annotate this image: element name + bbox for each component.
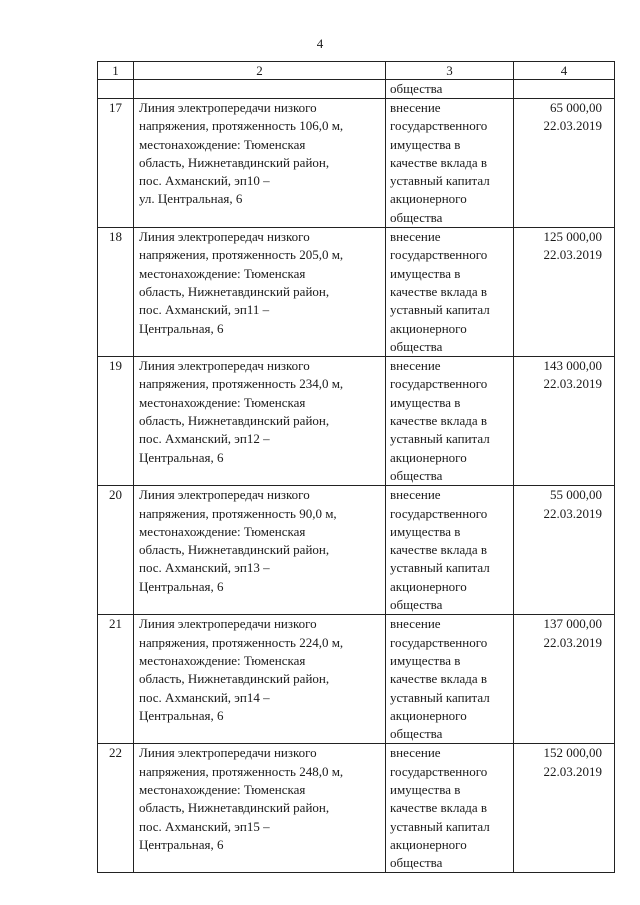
table-row <box>98 486 615 615</box>
row-number: 21 <box>98 615 134 744</box>
table-row <box>98 99 615 228</box>
row-number: 20 <box>98 486 134 615</box>
row-amount-date <box>514 486 615 615</box>
row-number: 17 <box>98 99 134 228</box>
purpose-continuation: общества <box>386 80 514 99</box>
row-amount-date <box>514 228 615 357</box>
column-header-4: 4 <box>514 62 615 80</box>
row-amount-date <box>514 615 615 744</box>
row-description: Линия электропередач низкого напряжения, протяженность 234,0 м, местонахождение: Тюменская область, Нижнетавдинский район, пос. Ахманский, эп12 – Центральная, 6 <box>134 357 386 486</box>
table-row <box>98 228 615 357</box>
page-number: 4 <box>316 36 324 51</box>
continuation-row <box>98 80 615 99</box>
row-description: Линия электропередачи низкого напряжения, протяженность 248,0 м, местонахождение: Тюменская область, Нижнетавдинский район, пос. Ахманский, эп15 – Центральная, 6 <box>134 744 386 873</box>
row-amount: 65 000,00 <box>550 100 602 115</box>
row-number: 19 <box>98 357 134 486</box>
row-date: 22.03.2019 <box>543 763 602 779</box>
row-amount: 143 000,00 <box>543 358 602 374</box>
row-purpose: внесение государственного имущества в качестве вклада в уставный капитал акционерного общества <box>386 744 514 873</box>
row-amount: 137 000,00 <box>543 616 602 632</box>
row-description: Линия электропередачи низкого напряжения, протяженность 224,0 м, местонахождение: Тюменская область, Нижнетавдинский район, пос. Ахманский, эп14 – Центральная, 6 <box>134 615 386 744</box>
row-amount: 55 000,00 <box>550 487 602 503</box>
row-amount: 125 000,00 <box>543 229 602 245</box>
row-date: 22.03.2019 <box>543 376 602 392</box>
row-purpose: внесение государственного имущества в качестве вклада в уставный капитал акционерного общества <box>386 357 514 486</box>
row-description: Линия электропередач низкого напряжения, протяженность 205,0 м, местонахождение: Тюменская область, Нижнетавдинский район, пос. Ахманский, эп11 – Центральная, 6 <box>134 228 386 357</box>
row-number: 22 <box>98 744 134 873</box>
table-row <box>98 357 615 486</box>
row-description: Линия электропередачи низкого напряжения, протяженность 106,0 м, местонахождение: Тюменская область, Нижнетавдинский район, пос. Ахманский, эп10 – ул. Центральная, 6 <box>134 99 386 228</box>
row-amount-date <box>514 99 615 228</box>
table-row <box>98 615 615 744</box>
row-description: Линия электропередач низкого напряжения, протяженность 90,0 м, местонахождение: Тюменская область, Нижнетавдинский район, пос. Ахманский, эп13 – Центральная, 6 <box>134 486 386 615</box>
row-date: 22.03.2019 <box>543 247 602 263</box>
row-purpose: внесение государственного имущества в качестве вклада в уставный капитал акционерного общества <box>386 615 514 744</box>
column-header-3: 3 <box>386 62 514 80</box>
column-header-2: 2 <box>134 62 386 80</box>
row-purpose: внесение государственного имущества в качестве вклада в уставный капитал акционерного общества <box>386 99 514 228</box>
property-table <box>97 61 615 873</box>
row-date: 22.03.2019 <box>543 505 602 521</box>
column-header-1: 1 <box>98 62 134 80</box>
row-amount: 152 000,00 <box>543 745 602 761</box>
row-purpose: внесение государственного имущества в качестве вклада в уставный капитал акционерного общества <box>386 486 514 615</box>
row-amount-date <box>514 357 615 486</box>
row-number: 18 <box>98 228 134 357</box>
row-date: 22.03.2019 <box>543 634 602 650</box>
row-amount-date <box>514 744 615 873</box>
row-date: 22.03.2019 <box>543 118 602 134</box>
row-purpose: внесение государственного имущества в качестве вклада в уставный капитал акционерного общества <box>386 228 514 357</box>
column-header-row <box>98 62 615 80</box>
table-row <box>98 744 615 873</box>
